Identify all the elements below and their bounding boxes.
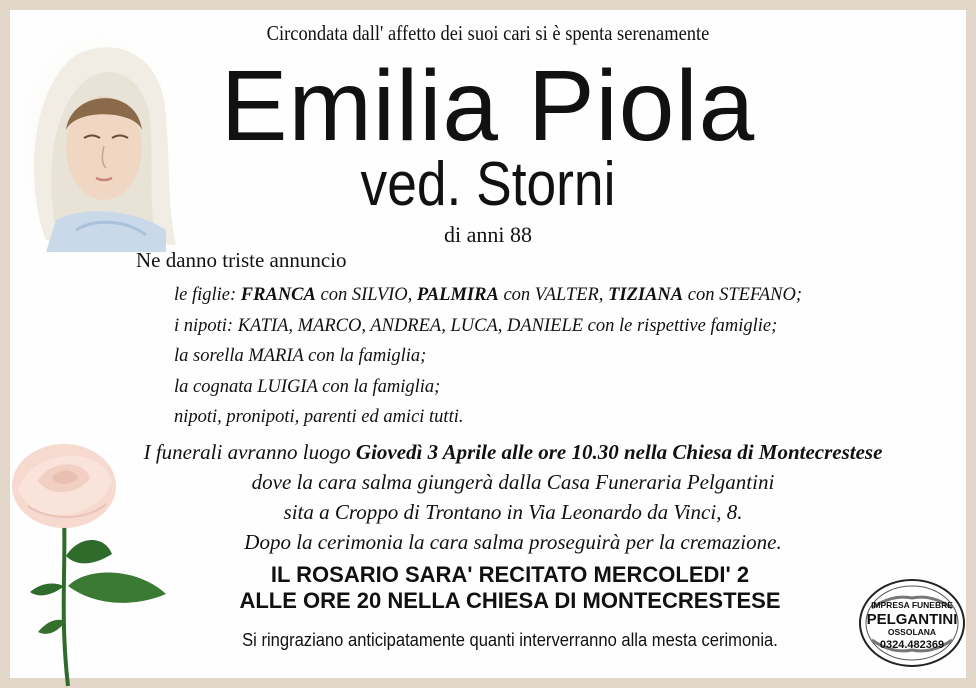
announce-text: Ne danno triste annuncio bbox=[136, 248, 347, 272]
family-line-grandchildren: i nipoti: KATIA, MARCO, ANDREA, LUCA, DANIELE con le rispettive famiglie; bbox=[174, 315, 778, 336]
logo-place-text: OSSOLANA bbox=[887, 627, 937, 637]
daughter-spouse-3: con STEFANO; bbox=[683, 285, 802, 305]
rosary-line-1: IL ROSARIO SARA' RECITATO MERCOLEDI' 2 bbox=[270, 562, 750, 587]
deceased-name: Emilia Piola bbox=[220, 50, 756, 162]
funeral-line-2: dove la cara salma giungerà dalla Casa Funeraria Pelgantini bbox=[251, 470, 775, 494]
rosary-line-2: ALLE ORE 20 NELLA CHIESA DI MONTECRESTESE bbox=[239, 588, 781, 613]
family-list bbox=[174, 280, 802, 433]
thanks-text: Si ringraziano anticipatamente quanti interverranno alla mesta cerimonia. bbox=[242, 630, 778, 650]
family-line-others: nipoti, pronipoti, parenti ed amici tutti. bbox=[174, 407, 464, 427]
funeral-line-3: sita a Croppo di Trontano in Via Leonardo da Vinci, 8. bbox=[283, 500, 743, 524]
logo-phone-text: 0324.482369 bbox=[879, 639, 945, 651]
daughter-name-2: PALMIRA bbox=[416, 285, 499, 305]
family-line-daughters bbox=[174, 280, 802, 311]
daughters-prefix: le figlie: bbox=[174, 285, 241, 305]
funeral-line-1 bbox=[100, 437, 926, 467]
daughter-spouse-2: con VALTER, bbox=[498, 285, 609, 305]
daughter-name-1: FRANCA bbox=[240, 285, 316, 305]
funeral-date-place: Giovedì 3 Aprile alle ore 10.30 nella Chiesa di Montecrestese bbox=[355, 440, 883, 464]
rosary-notice bbox=[160, 562, 860, 614]
funeral-line-1-prefix: I funerali avranno luogo bbox=[143, 440, 356, 464]
age-text: di anni 88 bbox=[444, 222, 532, 247]
logo-top-text: IMPRESA FUNEBRE bbox=[871, 600, 953, 610]
family-line-sister-in-law: la cognata LUIGIA con la famiglia; bbox=[174, 376, 441, 397]
intro-text: Circondata dall' affetto dei suoi cari si è spenta serenamente bbox=[266, 21, 710, 45]
family-line-sister: la sorella MARIA con la famiglia; bbox=[174, 346, 427, 366]
married-name: ved. Storni bbox=[360, 150, 616, 219]
funeral-details bbox=[100, 437, 926, 557]
daughter-name-3: TIZIANA bbox=[608, 285, 684, 305]
logo-name-text: PELGANTINI bbox=[866, 611, 958, 628]
daughter-spouse-1: con SILVIO, bbox=[315, 285, 417, 305]
funeral-home-logo bbox=[858, 578, 966, 668]
funeral-line-4: Dopo la cerimonia la cara salma proseguirà per la cremazione. bbox=[244, 530, 782, 554]
